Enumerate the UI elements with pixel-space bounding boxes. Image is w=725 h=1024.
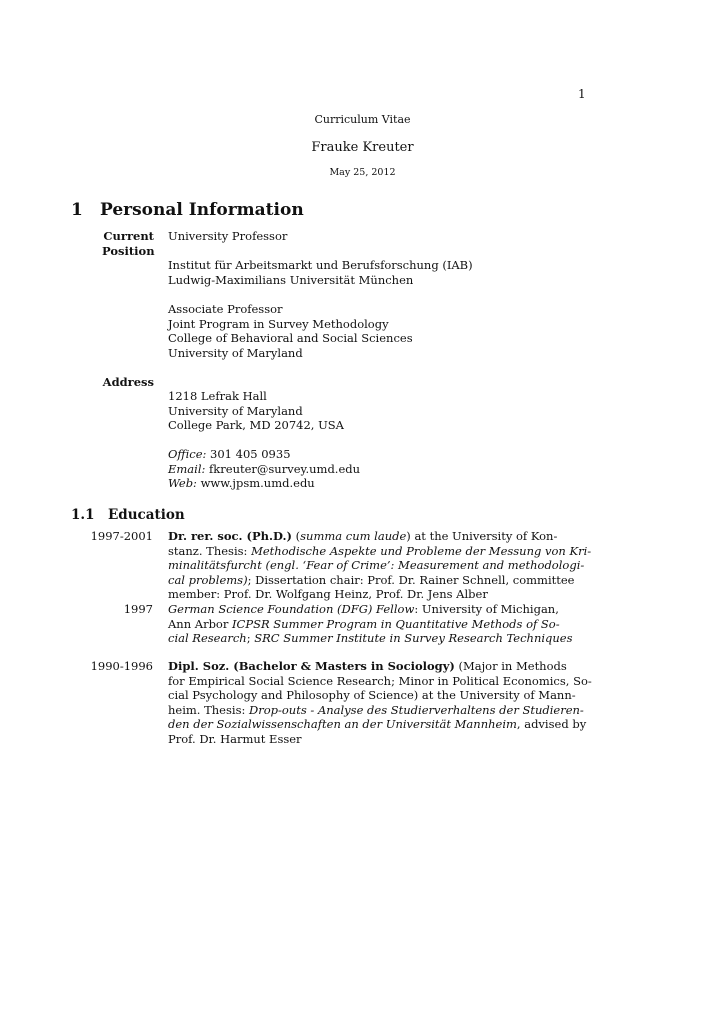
position-details: University Professor	[168, 229, 288, 243]
dfg-entry: German Science Foundation (DFG) Fellow: University of Michigan, Ann Arbor ICPSR Summer Program in Quantitative Methods of So- cial Research; SRC Summer Institute in Survey Research Techniques	[168, 602, 573, 646]
document-date: May 25, 2012	[329, 167, 396, 178]
address-lines: 1218 Lefrak Hall University of Maryland College Park, MD 20742, USA	[168, 389, 344, 433]
position-associate: Associate Professor Joint Program in Survey Methodology College of Behavioral and Social Sciences University of Maryland	[168, 302, 413, 360]
dipl-entry: Dipl. Soz. (Bachelor & Masters in Sociology) (Major in Methods for Empirical Social Science Research; Minor in Political Economics, So- cial Psychology and Philosophy of Science) at the University of Mann- heim. Thesis: Drop-outs - Analyse des Studierverhaltens der Studieren- den der Sozialwissenschaften an der Universität Mannheim, advised by Prof. Dr. Harmut Esser	[168, 659, 592, 746]
position-label: Current Position	[102, 229, 155, 258]
phd-entry: Dr. rer. soc. (Ph.D.) (summa cum laude) at the University of Kon- stanz. Thesis: Methodische Aspekte und Probleme der Messung von Kri- minalitätsfurcht (engl. ‘Fear of Crime’: Measurement and methodologi- cal problems); Dissertation chair: Prof. Dr. Rainer Schnell, committee member: Prof. Dr. Wolfgang Heinz, Prof. Dr. Jens Alber	[168, 529, 592, 602]
address-label: Address	[102, 375, 154, 389]
subsection-title: Education	[108, 507, 185, 523]
position-institute: Institut für Arbeitsmarkt und Berufsforschung (IAB) Ludwig-Maximilians Universität München	[168, 258, 473, 287]
contact-info	[168, 447, 548, 491]
section-title: Personal Information	[100, 200, 304, 220]
office-phone: Office: 301 405 0935	[168, 447, 291, 461]
author-name: Frauke Kreuter	[311, 140, 414, 155]
phd-years: 1997-2001	[90, 529, 153, 543]
document-kind: Curriculum Vitae	[314, 113, 411, 126]
dipl-years: 1990-1996	[90, 659, 153, 673]
subsection-number: 1.1	[71, 507, 95, 523]
page-number: 1	[578, 87, 586, 101]
web-address: Web: www.jpsm.umd.edu	[168, 476, 315, 491]
email-address: Email: fkreuter@survey.umd.edu	[168, 461, 361, 476]
dfg-year: 1997	[123, 602, 153, 616]
section-number: 1	[71, 200, 83, 220]
